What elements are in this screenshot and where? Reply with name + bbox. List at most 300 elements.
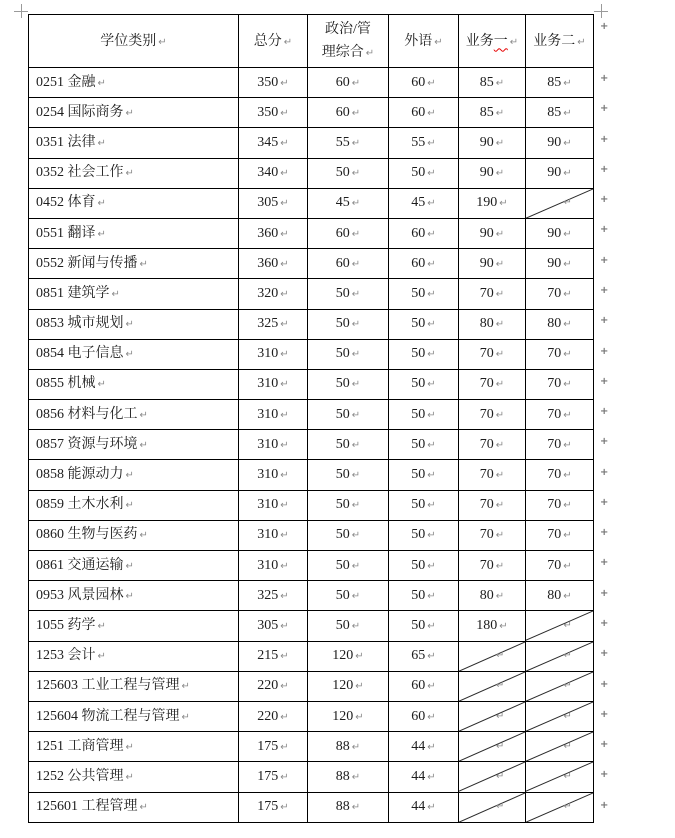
header-text (526, 30, 593, 53)
cell-end-mark: ↵ (139, 258, 148, 270)
score-value: 60 (335, 104, 350, 120)
cell-end-mark: ↵ (351, 590, 361, 602)
score-value: 325 (257, 316, 279, 332)
table-row (29, 520, 594, 550)
category-text: 125604 物流工程与管理 (36, 708, 180, 724)
score-cell (308, 430, 389, 460)
category-cell (29, 309, 239, 339)
cell-end-mark: ↵ (563, 228, 572, 240)
category-cell (29, 460, 239, 490)
cell-end-mark: ↵ (427, 590, 436, 602)
category-cell (29, 671, 239, 701)
cell-end-mark: ↵ (97, 620, 106, 632)
score-cell (389, 430, 459, 460)
category-text: 0452 体育 (36, 195, 96, 211)
score-value: 60 (335, 225, 350, 241)
score-cell (459, 490, 526, 520)
cell-end-mark: ↵ (427, 560, 436, 572)
table-row (29, 762, 594, 792)
category-text: 1253 会计 (36, 648, 96, 664)
row-end-mark: + (600, 618, 609, 630)
score-cell (389, 611, 459, 641)
score-value: 70 (479, 406, 494, 422)
margin-corner-mark-top-left (21, 4, 22, 18)
cell-end-mark: ↵ (351, 168, 361, 180)
header-label: 政治/管 (325, 22, 371, 37)
row-end-mark: + (600, 466, 609, 478)
score-value: 50 (335, 527, 350, 543)
score-cell (308, 671, 389, 701)
score-cell (389, 792, 459, 822)
header-label: 业务 (465, 33, 494, 49)
score-cell (239, 792, 308, 822)
score-value: 60 (411, 708, 426, 724)
category-text: 0860 生物与医药 (36, 527, 138, 543)
cell-end-mark: ↵ (427, 228, 436, 240)
table-row (29, 68, 594, 98)
row-end-mark: + (600, 224, 609, 236)
score-cell (239, 249, 308, 279)
cell-end-mark: ↵ (139, 409, 148, 421)
score-value: 50 (411, 165, 426, 181)
row-end-mark: + (600, 557, 609, 569)
score-value: 310 (257, 527, 279, 543)
score-cell (308, 309, 389, 339)
cell-end-mark: ↵ (280, 620, 289, 632)
score-cell (459, 98, 526, 128)
score-value: 345 (257, 134, 279, 150)
cell-end-mark: ↵ (427, 802, 436, 814)
score-value: 85 (479, 74, 494, 90)
cell-end-mark: ↵ (495, 77, 505, 89)
diagonal-line (526, 189, 593, 218)
cell-end-mark: ↵ (563, 680, 572, 692)
diagonal-line (526, 702, 593, 731)
score-value: 340 (257, 165, 279, 181)
cell-end-mark: ↵ (427, 530, 436, 542)
score-cell (308, 611, 389, 641)
score-value: 90 (479, 134, 494, 150)
score-value: 70 (547, 406, 562, 422)
score-cell (459, 551, 526, 581)
row-end-mark: + (600, 739, 609, 751)
cell-end-mark: ↵ (495, 258, 505, 270)
category-text: 0251 金融 (36, 74, 96, 90)
cell-end-mark: ↵ (351, 198, 361, 210)
header-text (308, 18, 388, 64)
score-cell (526, 581, 594, 611)
category-text: 0254 国际商务 (36, 104, 124, 120)
cell-end-mark: ↵ (427, 77, 436, 89)
score-cell (308, 400, 389, 430)
header-cell-4 (459, 15, 526, 68)
table-row (29, 249, 594, 279)
score-cell (308, 460, 389, 490)
score-cell (526, 520, 594, 550)
score-cell (389, 68, 459, 98)
diagonal-line (526, 672, 593, 701)
cell-end-mark: ↵ (351, 771, 361, 783)
score-value: 305 (257, 617, 279, 633)
row-end-mark: + (600, 799, 609, 811)
score-value: 360 (257, 225, 279, 241)
cell-end-mark: ↵ (351, 137, 361, 149)
score-value: 90 (547, 255, 562, 271)
category-text: 1055 药学 (36, 617, 96, 633)
cell-end-mark: ↵ (563, 319, 572, 331)
cell-end-mark: ↵ (563, 137, 572, 149)
header-text (459, 30, 525, 53)
cell-end-mark: ↵ (280, 741, 289, 753)
score-value: 310 (257, 436, 279, 452)
category-cell (29, 430, 239, 460)
cell-end-mark: ↵ (280, 107, 289, 119)
score-cell (526, 551, 594, 581)
score-value: 60 (335, 255, 350, 271)
cell-end-mark: ↵ (563, 710, 572, 722)
row-end-mark: + (600, 496, 609, 508)
cell-end-mark: ↵ (111, 288, 120, 300)
diagonal-line (459, 642, 525, 671)
cell-end-mark: ↵ (495, 228, 505, 240)
cell-end-mark: ↵ (280, 439, 289, 451)
score-value: 220 (257, 708, 279, 724)
score-cell (308, 158, 389, 188)
cell-end-mark: ↵ (355, 681, 364, 693)
category-text: 125601 工程管理 (36, 799, 138, 815)
score-value: 350 (257, 104, 279, 120)
header-line (308, 41, 388, 64)
diagonal-line (526, 732, 593, 761)
cell-end-mark: ↵ (563, 349, 572, 361)
score-value: 44 (411, 738, 426, 754)
cell-end-mark: ↵ (427, 349, 436, 361)
cell-end-mark: ↵ (280, 651, 289, 663)
cell-end-mark: ↵ (563, 197, 572, 209)
cell-end-mark: ↵ (280, 681, 289, 693)
cell-end-mark: ↵ (495, 680, 505, 692)
score-value: 90 (479, 255, 494, 271)
cell-end-mark: ↵ (563, 168, 572, 180)
score-cell (239, 762, 308, 792)
cell-end-mark: ↵ (97, 137, 106, 149)
table-row (29, 369, 594, 399)
cell-end-mark: ↵ (351, 741, 361, 753)
cell-end-mark: ↵ (427, 470, 436, 482)
cell-end-mark: ↵ (139, 439, 148, 451)
score-value: 310 (257, 406, 279, 422)
category-cell (29, 68, 239, 98)
cell-end-mark: ↵ (365, 48, 375, 59)
score-cell (389, 551, 459, 581)
score-cell (308, 249, 389, 279)
cell-end-mark: ↵ (280, 319, 289, 331)
score-cell (239, 641, 308, 671)
score-value: 70 (479, 285, 494, 301)
score-value: 55 (411, 134, 426, 150)
category-text: 0856 材料与化工 (36, 406, 138, 422)
cell-end-mark: ↵ (563, 560, 572, 572)
cell-end-mark: ↵ (563, 530, 572, 542)
score-value: 50 (335, 436, 350, 452)
score-cell (389, 188, 459, 218)
cell-end-mark: ↵ (280, 137, 289, 149)
score-cell (308, 520, 389, 550)
cell-end-mark: ↵ (563, 740, 572, 752)
row-end-mark: + (600, 648, 609, 660)
cell-end-mark: ↵ (97, 198, 106, 210)
cell-end-mark: ↵ (495, 168, 505, 180)
score-cell (239, 732, 308, 762)
category-text: 0857 资源与环境 (36, 436, 138, 452)
score-cell (459, 460, 526, 490)
score-cell (526, 490, 594, 520)
header-line (29, 30, 238, 53)
cell-end-mark: ↵ (427, 681, 436, 693)
score-value: 50 (411, 587, 426, 603)
score-cell (459, 400, 526, 430)
score-value: 88 (335, 768, 350, 784)
score-cell (239, 430, 308, 460)
score-value: 120 (332, 708, 354, 724)
cell-end-mark: ↵ (351, 560, 361, 572)
score-cell (389, 400, 459, 430)
crossed-out-cell (459, 762, 526, 792)
category-cell (29, 400, 239, 430)
table-row (29, 279, 594, 309)
score-value: 350 (257, 74, 279, 90)
cell-end-mark: ↵ (125, 771, 134, 783)
row-end-mark: + (600, 133, 609, 145)
category-text: 0853 城市规划 (36, 316, 124, 332)
row-end-mark: + (600, 21, 609, 32)
score-cell (239, 279, 308, 309)
score-value: 310 (257, 497, 279, 513)
score-value: 310 (257, 376, 279, 392)
cell-end-mark: ↵ (427, 168, 436, 180)
cell-end-mark: ↵ (181, 681, 190, 693)
score-cell (239, 68, 308, 98)
score-value: 70 (547, 557, 562, 573)
category-cell (29, 701, 239, 731)
score-value: 85 (547, 74, 562, 90)
cell-end-mark: ↵ (351, 258, 361, 270)
cell-end-mark: ↵ (280, 258, 289, 270)
row-end-mark: + (600, 769, 609, 781)
table-row (29, 671, 594, 701)
cell-end-mark: ↵ (577, 36, 586, 48)
cell-end-mark: ↵ (427, 258, 436, 270)
score-value: 90 (547, 165, 562, 181)
score-value: 50 (411, 527, 426, 543)
table-row (29, 309, 594, 339)
score-cell (459, 128, 526, 158)
score-value: 190 (476, 195, 498, 211)
cell-end-mark: ↵ (495, 740, 505, 752)
header-text (389, 30, 458, 53)
crossed-out-cell (459, 732, 526, 762)
row-end-mark: + (600, 678, 609, 690)
crossed-out-cell (526, 701, 594, 731)
score-value: 325 (257, 587, 279, 603)
score-value: 70 (547, 376, 562, 392)
cell-end-mark: ↵ (158, 36, 167, 48)
score-value: 310 (257, 557, 279, 573)
cell-end-mark: ↵ (495, 379, 505, 391)
score-cell (459, 279, 526, 309)
cell-end-mark: ↵ (563, 590, 572, 602)
score-value: 310 (257, 346, 279, 362)
crossed-out-cell (459, 641, 526, 671)
score-value: 50 (335, 376, 350, 392)
row-end-mark: + (600, 345, 609, 357)
cell-end-mark: ↵ (563, 439, 572, 451)
cell-end-mark: ↵ (125, 590, 134, 602)
score-cell (239, 520, 308, 550)
cell-end-mark: ↵ (280, 590, 289, 602)
cell-end-mark: ↵ (427, 439, 436, 451)
score-value: 50 (335, 406, 350, 422)
score-value: 175 (257, 768, 279, 784)
score-cell (308, 701, 389, 731)
cell-end-mark: ↵ (280, 560, 289, 572)
score-cell (526, 279, 594, 309)
cell-end-mark: ↵ (427, 711, 436, 723)
category-cell (29, 551, 239, 581)
category-cell (29, 158, 239, 188)
score-value: 85 (479, 104, 494, 120)
score-value: 70 (479, 346, 494, 362)
score-cell (459, 309, 526, 339)
score-cell (459, 369, 526, 399)
cell-end-mark: ↵ (280, 379, 289, 391)
category-text: 125603 工业工程与管理 (36, 678, 180, 694)
header-label: 总分 (253, 33, 282, 49)
score-value: 60 (411, 678, 426, 694)
score-value: 44 (411, 768, 426, 784)
category-text: 0851 建筑学 (36, 285, 110, 301)
crossed-out-cell (459, 671, 526, 701)
score-value: 50 (335, 467, 350, 483)
cell-end-mark: ↵ (427, 409, 436, 421)
category-cell (29, 611, 239, 641)
cell-end-mark: ↵ (283, 36, 293, 48)
cell-end-mark: ↵ (495, 770, 505, 782)
score-value: 70 (547, 527, 562, 543)
cell-end-mark: ↵ (495, 439, 505, 451)
score-cell (389, 762, 459, 792)
cell-end-mark: ↵ (427, 741, 436, 753)
cell-end-mark: ↵ (563, 801, 572, 813)
score-value: 120 (332, 678, 354, 694)
row-end-mark: + (600, 73, 609, 84)
score-value: 45 (335, 195, 350, 211)
score-value: 44 (411, 799, 426, 815)
score-cell (239, 611, 308, 641)
cell-end-mark: ↵ (351, 409, 361, 421)
table-row (29, 128, 594, 158)
cell-end-mark: ↵ (125, 741, 134, 753)
score-value: 45 (411, 195, 426, 211)
score-value: 80 (479, 316, 494, 332)
score-cell (239, 490, 308, 520)
crossed-out-cell (526, 611, 594, 641)
cell-end-mark: ↵ (139, 530, 148, 542)
score-value: 220 (257, 678, 279, 694)
cell-end-mark: ↵ (495, 500, 505, 512)
table-row (29, 551, 594, 581)
category-cell (29, 218, 239, 248)
score-value: 60 (411, 255, 426, 271)
cell-end-mark: ↵ (125, 349, 134, 361)
score-cell (239, 98, 308, 128)
table-row (29, 218, 594, 248)
cell-end-mark: ↵ (280, 77, 289, 89)
header-label: 学位类别 (100, 33, 157, 49)
cell-end-mark: ↵ (280, 711, 289, 723)
margin-corner-mark-top-right (601, 4, 602, 18)
score-cell (389, 158, 459, 188)
score-value: 50 (335, 557, 350, 573)
category-cell (29, 732, 239, 762)
score-cell (526, 369, 594, 399)
table-row (29, 188, 594, 218)
category-cell (29, 279, 239, 309)
row-end-mark: + (600, 527, 609, 539)
score-cell (389, 520, 459, 550)
category-cell (29, 581, 239, 611)
row-end-mark: + (600, 587, 609, 599)
score-value: 88 (335, 738, 350, 754)
cell-end-mark: ↵ (351, 77, 361, 89)
category-cell (29, 762, 239, 792)
header-cell-0 (29, 15, 239, 68)
score-cell (389, 732, 459, 762)
cell-end-mark: ↵ (280, 198, 289, 210)
cell-end-mark: ↵ (495, 349, 505, 361)
cell-end-mark: ↵ (563, 258, 572, 270)
cell-end-mark: ↵ (495, 590, 505, 602)
crossed-out-cell (526, 732, 594, 762)
cell-end-mark: ↵ (495, 319, 505, 331)
cell-end-mark: ↵ (563, 107, 572, 119)
score-cell (389, 460, 459, 490)
header-line (239, 30, 307, 53)
score-cell (308, 279, 389, 309)
score-value: 70 (547, 436, 562, 452)
cell-end-mark: ↵ (499, 620, 508, 632)
cell-end-mark: ↵ (351, 802, 361, 814)
cell-end-mark: ↵ (351, 500, 361, 512)
score-cell (526, 158, 594, 188)
table-row (29, 339, 594, 369)
diagonal-line (459, 672, 525, 701)
score-cell (239, 369, 308, 399)
score-value: 90 (479, 165, 494, 181)
score-cell (308, 188, 389, 218)
score-cell (526, 68, 594, 98)
header-cell-2 (308, 15, 389, 68)
cell-end-mark: ↵ (351, 107, 361, 119)
table-row (29, 611, 594, 641)
category-cell (29, 490, 239, 520)
score-cell (239, 400, 308, 430)
table-row (29, 641, 594, 671)
category-text: 1252 公共管理 (36, 768, 124, 784)
score-value: 50 (411, 617, 426, 633)
score-cell (308, 792, 389, 822)
cell-end-mark: ↵ (351, 349, 361, 361)
